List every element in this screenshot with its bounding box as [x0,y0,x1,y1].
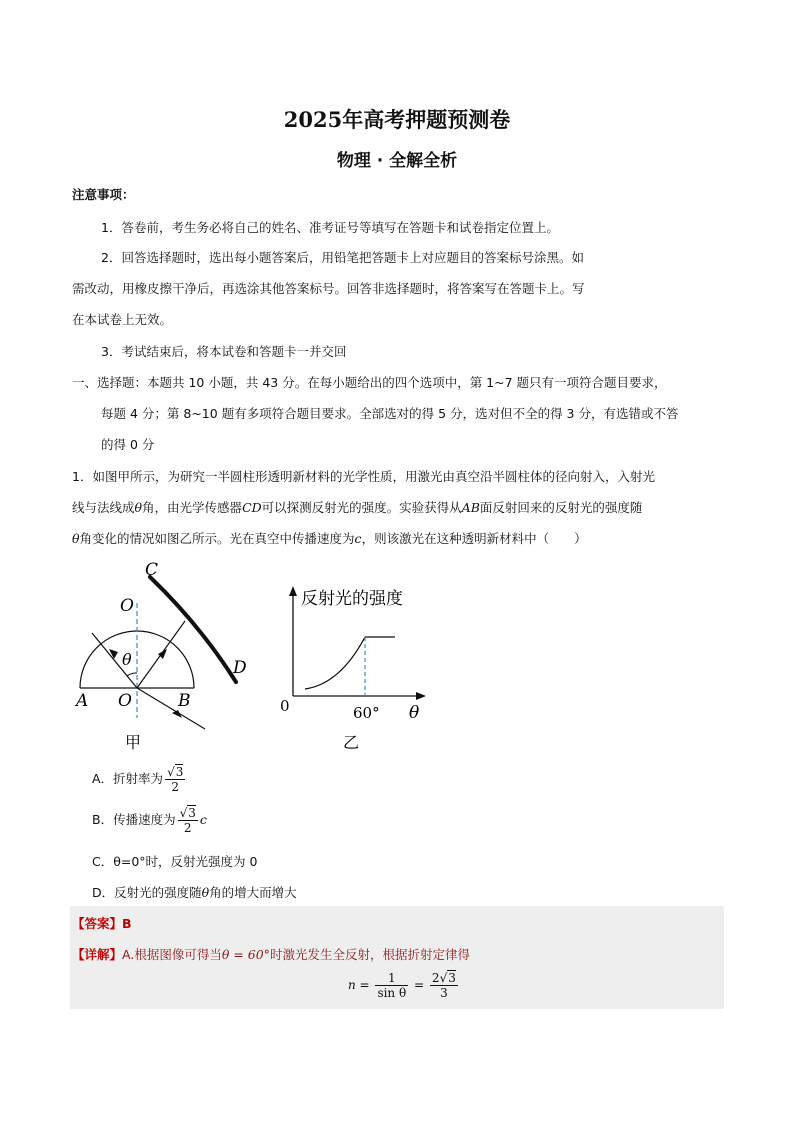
section-instructions-3: 的得 0 分 [101,437,155,452]
caption-yi: 乙 [343,733,360,752]
option-d: D．反射光的强度随θ角的增大而增大 [92,885,297,900]
theta-arc [127,673,137,676]
answer-label: 【答案】B [72,916,132,931]
question-stem-3: θ角变化的情况如图乙所示。光在真空中传播速度为c，则该激光在这种透明新材料中（ ） [72,531,587,546]
notice-item-2-cont: 需改动，用橡皮擦干净后，再选涂其他答案标号。回答非选择题时，将答案写在答题卡上。写 [72,281,585,296]
label-o-top: O [120,596,134,616]
page-subtitle: 物理 · 全解全析 [336,151,458,171]
notice-heading: 注意事项： [72,187,135,202]
option-a: A．折射率为 $\frac{√3}{2}$ [92,765,184,794]
label-b: B [178,691,191,711]
question-stem-1: 1．如图甲所示，为研究一半圆柱形透明新材料的光学性质，用激光由真空沿半圆柱体的径向射入，入射光 [72,469,655,484]
x-axis-arrow [416,692,426,700]
figure-jia [70,555,270,755]
refracted-ray [137,688,205,729]
notice-item-1: 1．答卷前，考生务必将自己的姓名、准考证号等填写在答题卡和试卷指定位置上。 [101,220,559,235]
tick-60: 60° [353,704,380,722]
origin-label: 0 [280,697,290,715]
section-instructions: 一、选择题：本题共 10 小题，共 43 分。在每小题给出的四个选项中，第 1~7 题只有一项符合题目要求， [72,375,667,390]
incident-arrow [109,649,118,659]
label-a: A [76,691,89,711]
x-axis-label: θ [409,703,420,723]
page-title: 2025年高考押题预测卷 [283,107,511,132]
label-theta: θ [122,650,132,669]
answer-formula: n = $\frac{1}{\text{sin θ}}$ = $\frac{2√3}{3}$ [348,971,456,1000]
option-c: C．θ=0°时，反射光强度为 0 [92,854,258,869]
caption-jia: 甲 [125,733,142,752]
section-instructions-2: 每题 4 分；第 8~10 题有多项符合题目要求。全部选对的得 5 分，选对但不全的得 3 分，有选错或不答 [101,406,679,421]
label-d: D [233,658,247,678]
notice-item-2-end: 在本试卷上无效。 [72,312,173,327]
sensor-cd [150,577,236,682]
figure-yi [275,580,435,755]
label-o: O [118,691,132,711]
answer-detail: 【详解】A.根据图像可得当θ = 60°时激光发生全反射，根据折射定律得 [72,947,470,962]
y-axis-label: 反射光的强度 [301,589,403,609]
question-stem-2: 线与法线成θ角，由光学传感器CD可以探测反射光的强度。实验获得从AB面反射回来的反射光的强度随 [72,500,643,515]
label-c: C [145,560,159,580]
notice-item-2: 2．回答选择题时，选出每小题答案后，用铅笔把答题卡上对应题目的答案标号涂黑。如 [101,250,584,265]
option-b: B．传播速度为 $\frac{√3}{2}$ c [92,806,207,835]
y-axis-arrow [289,586,297,596]
intensity-curve [305,637,365,689]
notice-item-3: 3．考试结束后，将本试卷和答题卡一并交回 [101,344,347,359]
